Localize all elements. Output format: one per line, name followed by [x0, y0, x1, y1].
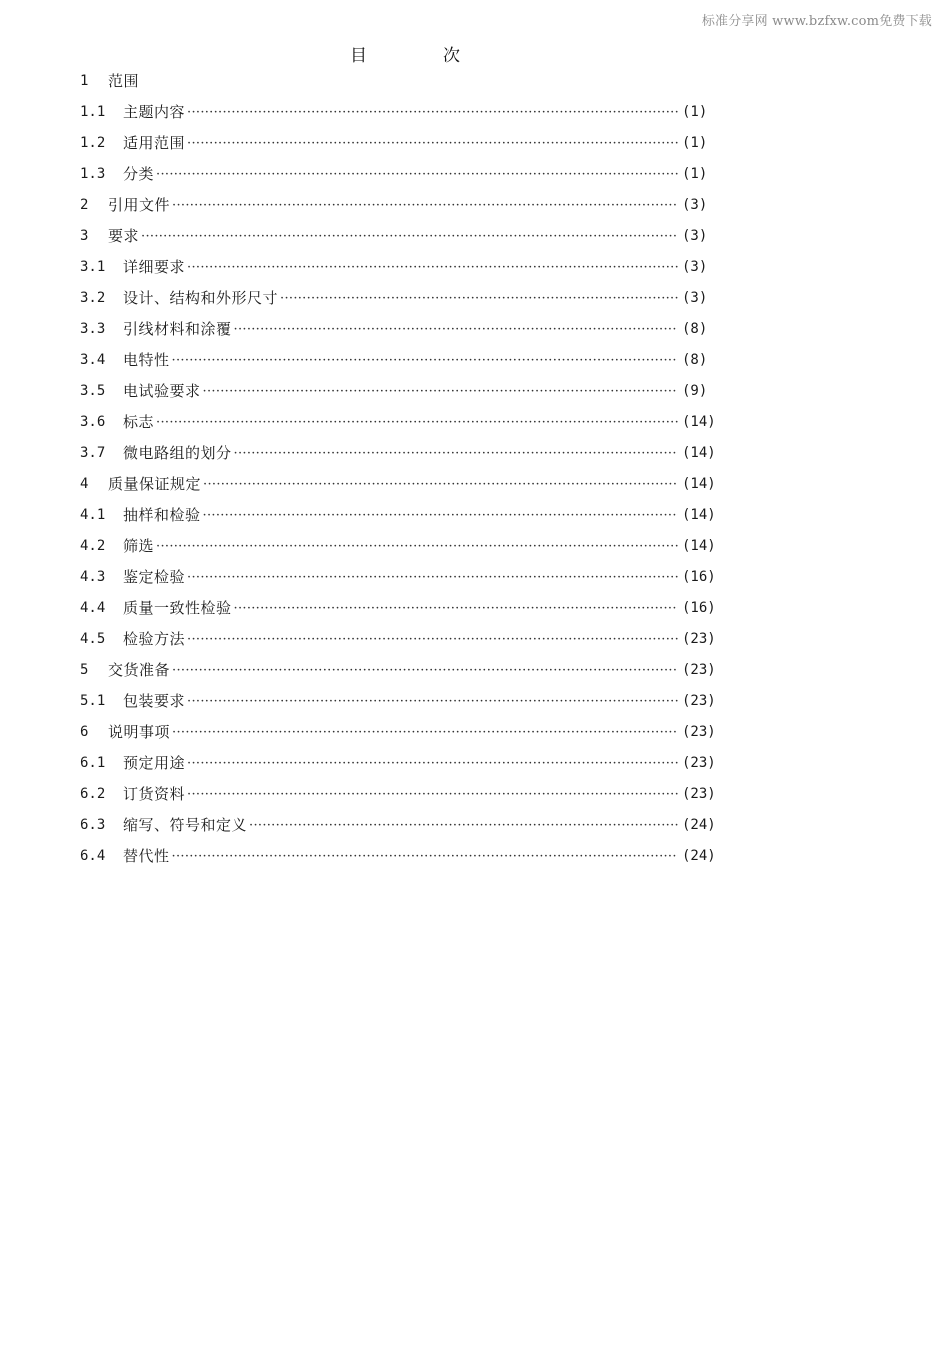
toc-entry-number: 3.3	[80, 321, 106, 337]
toc-entry-page: (3)	[682, 290, 708, 306]
toc-entry-page: (8)	[682, 321, 708, 337]
toc-dot-leader	[234, 314, 678, 345]
toc-entry[interactable]	[80, 438, 722, 469]
toc-dot-leader	[172, 345, 678, 376]
toc-entry-page: (24)	[682, 817, 716, 833]
toc-entry-page: (23)	[682, 786, 716, 802]
watermark-text: 标准分享网 www.bzfxw.com免费下载	[701, 14, 932, 29]
toc-entry[interactable]	[80, 810, 722, 841]
toc-entry[interactable]	[80, 593, 722, 624]
toc-dot-leader	[249, 810, 678, 841]
toc-entry-title: 替代性	[123, 847, 170, 865]
toc-entry-page: (23)	[682, 631, 716, 647]
toc-dot-leader	[187, 562, 678, 593]
toc-dot-leader	[187, 624, 678, 655]
toc-dot-leader	[156, 531, 678, 562]
toc-entry-title: 交货准备	[108, 661, 171, 679]
toc-dot-leader	[172, 655, 678, 686]
toc-entry-title: 说明事项	[108, 723, 171, 741]
toc-entry-number: 4.2	[80, 538, 106, 554]
toc-entry-title: 适用范围	[123, 134, 186, 152]
toc-entry[interactable]	[80, 717, 722, 748]
toc-entry[interactable]	[80, 500, 722, 531]
toc-dot-leader	[156, 159, 678, 190]
toc-entry-number: 6.3	[80, 817, 106, 833]
toc-entry[interactable]	[80, 655, 722, 686]
toc-entry-title: 要求	[108, 227, 140, 245]
toc-dot-leader	[187, 97, 678, 128]
toc-entry-number: 3.7	[80, 445, 106, 461]
toc-entry-number: 5.1	[80, 693, 106, 709]
toc-entry[interactable]	[80, 314, 722, 345]
toc-entry-title: 引线材料和涂覆	[123, 320, 232, 338]
toc-entry-number: 6.4	[80, 848, 106, 864]
toc-entry-page: (23)	[682, 724, 716, 740]
toc-entry-page: (14)	[682, 445, 716, 461]
toc-dot-leader	[156, 407, 678, 438]
toc-entry-number: 1.1	[80, 104, 106, 120]
toc-entry-number: 2	[80, 197, 89, 213]
toc-entry-title: 电试验要求	[123, 382, 201, 400]
toc-entry-title: 标志	[123, 413, 155, 431]
toc-entry[interactable]	[80, 283, 722, 314]
toc-entry[interactable]	[80, 252, 722, 283]
toc-entry[interactable]	[80, 779, 722, 810]
toc-dot-leader	[187, 252, 678, 283]
toc-entry-title: 抽样和检验	[123, 506, 201, 524]
toc-entry-title: 质量保证规定	[108, 475, 202, 493]
toc-dot-leader	[234, 593, 678, 624]
toc-entry-page: (14)	[682, 414, 716, 430]
toc-entry-page: (8)	[682, 352, 708, 368]
toc-entry-number: 3.4	[80, 352, 106, 368]
toc-entry-page: (14)	[682, 538, 716, 554]
toc-entry-number: 4	[80, 476, 89, 492]
toc-entry-number: 3	[80, 228, 89, 244]
toc-entry-page: (1)	[682, 166, 708, 182]
toc-entry-number: 3.1	[80, 259, 106, 275]
toc-dot-leader	[141, 221, 678, 252]
toc-entry-title: 微电路组的划分	[123, 444, 232, 462]
toc-title	[350, 41, 460, 66]
toc-entry[interactable]	[80, 190, 722, 221]
toc-entry-page: (14)	[682, 507, 716, 523]
toc-entry-page: (3)	[682, 197, 708, 213]
toc-entry[interactable]	[80, 841, 722, 872]
toc-entry-page: (16)	[682, 569, 716, 585]
toc-entry-title: 订货资料	[123, 785, 186, 803]
toc-entry-page: (14)	[682, 476, 716, 492]
toc-entry[interactable]	[80, 376, 722, 407]
toc-entry-page: (3)	[682, 228, 708, 244]
toc-entry-number: 6.1	[80, 755, 106, 771]
toc-entry-number: 4.4	[80, 600, 106, 616]
toc-entry-page: (1)	[682, 104, 708, 120]
toc-entry-number: 6	[80, 724, 89, 740]
toc-entry[interactable]	[80, 407, 722, 438]
toc-entry-title: 包装要求	[123, 692, 186, 710]
toc-entry-number: 3.6	[80, 414, 106, 430]
toc-entry[interactable]	[80, 97, 722, 128]
toc-dot-leader	[187, 779, 678, 810]
toc-list	[80, 66, 722, 872]
toc-dot-leader	[203, 500, 678, 531]
toc-entry[interactable]	[80, 624, 722, 655]
toc-dot-leader	[172, 841, 678, 872]
toc-entry-number: 1.3	[80, 166, 106, 182]
toc-entry[interactable]	[80, 345, 722, 376]
toc-title-char-1: 目	[350, 46, 367, 66]
toc-entry-title: 设计、结构和外形尺寸	[123, 289, 279, 307]
toc-entry-title: 质量一致性检验	[123, 599, 232, 617]
toc-entry[interactable]	[80, 469, 722, 500]
toc-entry[interactable]	[80, 531, 722, 562]
toc-dot-leader	[187, 686, 678, 717]
toc-entry-title: 预定用途	[123, 754, 186, 772]
toc-entry-page: (23)	[682, 755, 716, 771]
toc-entry-number: 4.1	[80, 507, 106, 523]
toc-entry-number: 5	[80, 662, 89, 678]
toc-entry-number: 4.3	[80, 569, 106, 585]
toc-dot-leader	[203, 376, 678, 407]
toc-entry[interactable]	[80, 562, 722, 593]
toc-entry-title: 筛选	[123, 537, 155, 555]
toc-dot-leader	[172, 717, 678, 748]
toc-entry[interactable]	[80, 686, 722, 717]
toc-entry-page: (23)	[682, 662, 716, 678]
toc-entry-title: 电特性	[123, 351, 170, 369]
toc-title-char-2: 次	[443, 46, 460, 66]
toc-entry-title: 引用文件	[108, 196, 171, 214]
toc-dot-leader	[187, 748, 678, 779]
toc-entry-title: 主题内容	[123, 103, 186, 121]
toc-entry[interactable]	[80, 221, 722, 252]
toc-entry-number: 3.5	[80, 383, 106, 399]
toc-entry-page: (16)	[682, 600, 716, 616]
toc-entry-page: (23)	[682, 693, 716, 709]
toc-entry-title: 详细要求	[123, 258, 186, 276]
toc-entry-number: 6.2	[80, 786, 106, 802]
toc-entry[interactable]	[80, 128, 722, 159]
toc-entry-page: (3)	[682, 259, 708, 275]
toc-entry-number: 1	[80, 73, 89, 89]
toc-entry-title: 鉴定检验	[123, 568, 186, 586]
toc-dot-leader	[187, 128, 678, 159]
toc-entry-title: 分类	[123, 165, 155, 183]
toc-entry-number: 3.2	[80, 290, 106, 306]
toc-entry-number: 4.5	[80, 631, 106, 647]
toc-dot-leader	[280, 283, 678, 314]
toc-entry-title: 缩写、符号和定义	[123, 816, 248, 834]
toc-entry[interactable]	[80, 66, 722, 97]
toc-dot-leader	[234, 438, 678, 469]
toc-entry-title: 范围	[108, 72, 140, 90]
toc-entry-number: 1.2	[80, 135, 106, 151]
toc-entry[interactable]	[80, 159, 722, 190]
toc-dot-leader	[203, 469, 678, 500]
toc-dot-leader	[172, 190, 678, 221]
toc-entry-page: (24)	[682, 848, 716, 864]
toc-entry-page: (1)	[682, 135, 708, 151]
toc-entry[interactable]	[80, 748, 722, 779]
toc-entry-page: (9)	[682, 383, 708, 399]
toc-entry-title: 检验方法	[123, 630, 186, 648]
